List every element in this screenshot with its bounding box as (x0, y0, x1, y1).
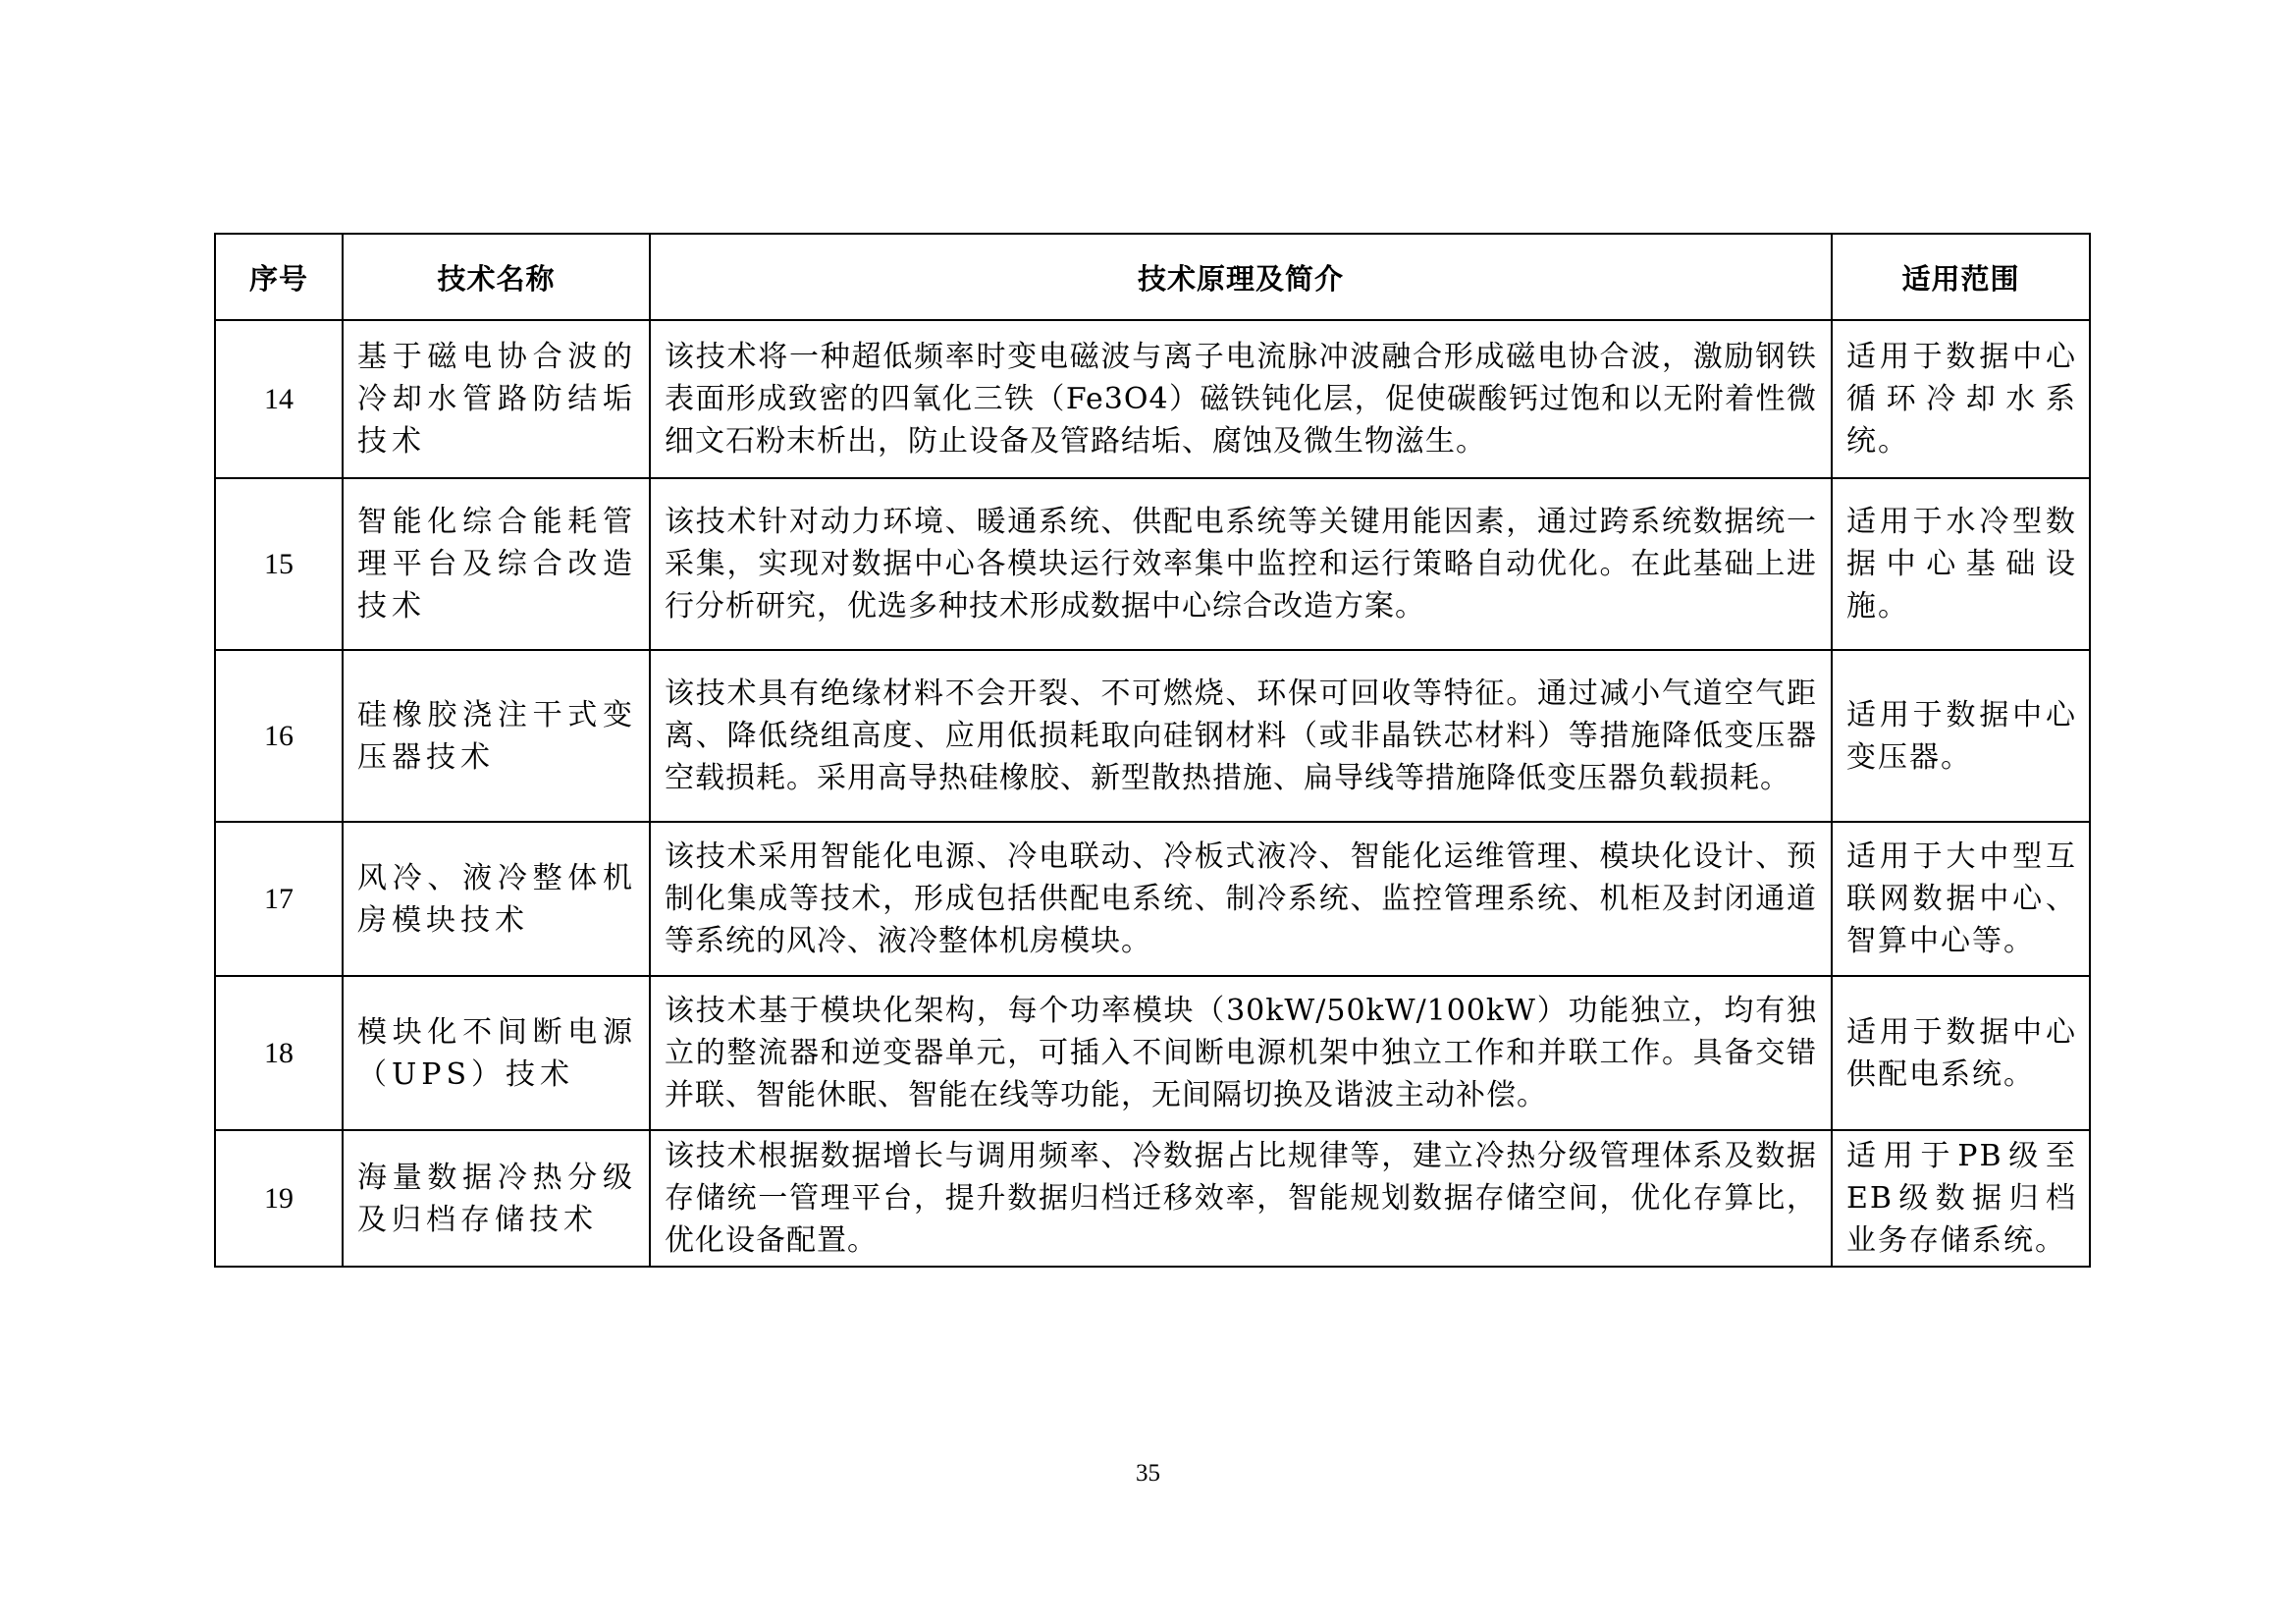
row-tech-name: 硅橡胶浇注干式变压器技术 (343, 650, 650, 822)
row-description: 该技术针对动力环境、暖通系统、供配电系统等关键用能因素，通过跨系统数据统一采集，实现对数据中心各模块运行效率集中监控和运行策略自动优化。在此基础上进行分析研究，优选多种技术形成数据中心综合改造方案。 (650, 478, 1832, 650)
table-row (215, 976, 2090, 1130)
row-description: 该技术将一种超低频率时变电磁波与离子电流脉冲波融合形成磁电协合波，激励钢铁表面形成致密的四氧化三铁（Fe3O4）磁铁钝化层，促使碳酸钙过饱和以无附着性微细文石粉末析出，防止设备及管路结垢、腐蚀及微生物滋生。 (650, 320, 1832, 478)
row-scope: 适用于PB级至EB级数据归档业务存储系统。 (1832, 1130, 2090, 1267)
row-scope: 适用于大中型互联网数据中心、智算中心等。 (1832, 822, 2090, 976)
header-index: 序号 (215, 234, 343, 320)
row-index: 18 (215, 976, 343, 1130)
row-scope: 适用于水冷型数据中心基础设施。 (1832, 478, 2090, 650)
header-name: 技术名称 (343, 234, 650, 320)
page-number: 35 (1136, 1460, 1160, 1487)
table-row (215, 1130, 2090, 1267)
header-scope: 适用范围 (1832, 234, 2090, 320)
row-description: 该技术根据数据增长与调用频率、冷数据占比规律等，建立冷热分级管理体系及数据存储统一管理平台，提升数据归档迁移效率，智能规划数据存储空间，优化存算比，优化设备配置。 (650, 1130, 1832, 1267)
row-tech-name: 海量数据冷热分级及归档存储技术 (343, 1130, 650, 1267)
row-tech-name: 风冷、液冷整体机房模块技术 (343, 822, 650, 976)
header-description: 技术原理及简介 (650, 234, 1832, 320)
table-row (215, 478, 2090, 650)
row-scope: 适用于数据中心循环冷却水系统。 (1832, 320, 2090, 478)
table-row (215, 650, 2090, 822)
row-description: 该技术采用智能化电源、冷电联动、冷板式液冷、智能化运维管理、模块化设计、预制化集成等技术，形成包括供配电系统、制冷系统、监控管理系统、机柜及封闭通道等系统的风冷、液冷整体机房模块。 (650, 822, 1832, 976)
row-scope: 适用于数据中心变压器。 (1832, 650, 2090, 822)
row-index: 19 (215, 1130, 343, 1267)
row-tech-name: 模块化不间断电源（UPS）技术 (343, 976, 650, 1130)
row-index: 16 (215, 650, 343, 822)
row-scope: 适用于数据中心供配电系统。 (1832, 976, 2090, 1130)
technology-table (214, 233, 2091, 1268)
row-description: 该技术基于模块化架构，每个功率模块（30kW/50kW/100kW）功能独立，均有独立的整流器和逆变器单元，可插入不间断电源机架中独立工作和并联工作。具备交错并联、智能休眠、智能在线等功能，无间隔切换及谐波主动补偿。 (650, 976, 1832, 1130)
row-index: 17 (215, 822, 343, 976)
row-tech-name: 智能化综合能耗管理平台及综合改造技术 (343, 478, 650, 650)
row-index: 15 (215, 478, 343, 650)
table-header-row (215, 234, 2090, 320)
row-index: 14 (215, 320, 343, 478)
table-row (215, 822, 2090, 976)
row-description: 该技术具有绝缘材料不会开裂、不可燃烧、环保可回收等特征。通过减小气道空气距离、降低绕组高度、应用低损耗取向硅钢材料（或非晶铁芯材料）等措施降低变压器空载损耗。采用高导热硅橡胶、新型散热措施、扁导线等措施降低变压器负载损耗。 (650, 650, 1832, 822)
table-row (215, 320, 2090, 478)
row-tech-name: 基于磁电协合波的冷却水管路防结垢技术 (343, 320, 650, 478)
